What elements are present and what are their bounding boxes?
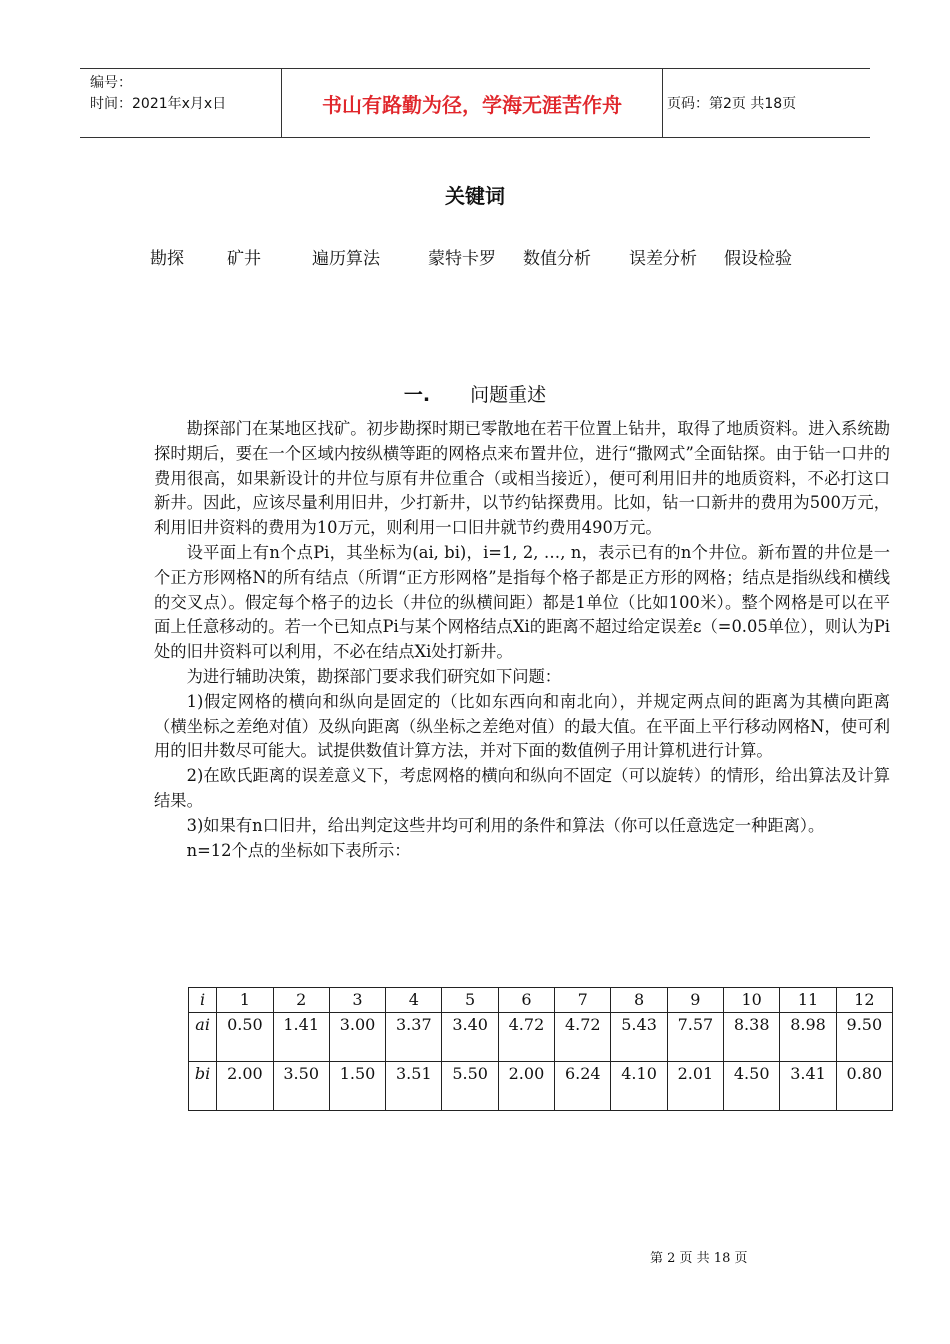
table-cell: 4.72 [498,1013,554,1062]
table-cell: 8.98 [780,1013,836,1062]
table-cell: 4.10 [611,1062,667,1111]
keyword: 遍历算法 [312,249,380,269]
header-meta [80,69,282,137]
page-header [80,68,870,138]
keyword: 矿井 [227,249,261,269]
table-cell: 5 [442,988,498,1013]
motto: 书山有路勤为径，学海无涯苦作舟 [282,69,663,137]
paragraph: 勘探部门在某地区找矿。初步勘探时期已零散地在若干位置上钻井，取得了地质资料。进入系统勘探时期后，要在一个区域内按纵横等距的网格点来布置井位，进行“撒网式”全面钻探。由于钻一口井的费用很高，如果新设计的井位与原有井位重合（或相当接近），便可利用旧井的地质资料，不必打这口新井。因此，应该尽量利用旧井，少打新井，以节约钻探费用。比如，钻一口新井的费用为500万元，利用旧井资料的费用为10万元，则利用一口旧井就节约费用490万元。 [154,419,890,538]
table-cell: 3.50 [273,1062,329,1111]
table-cell: 2.01 [667,1062,723,1111]
paragraph: 2)在欧氏距离的误差意义下，考虑网格的横向和纵向不固定（可以旋转）的情形，给出算法及计算结果。 [154,766,890,810]
keyword: 假设检验 [724,249,792,269]
table-cell: 7.57 [667,1013,723,1062]
table-cell: 3 [329,988,385,1013]
coordinates-table [188,987,893,1111]
row-label: ai [189,1013,217,1062]
table-cell: 9 [667,988,723,1013]
table-cell: 2.00 [498,1062,554,1111]
body-text [154,417,890,863]
number-label: 编号： [90,75,132,91]
table-cell: 5.50 [442,1062,498,1111]
time-label: 时间：2021年x月x日 [90,96,227,112]
table-cell: 12 [836,988,892,1013]
table-cell: 1 [217,988,273,1013]
table-cell: 4.50 [724,1062,780,1111]
table-cell: 6 [498,988,554,1013]
table-cell: 8 [611,988,667,1013]
page-footer: 第 2 页 共 18 页 [650,1251,748,1266]
table-cell: 0.50 [217,1013,273,1062]
section-number: 一. [403,384,431,406]
paragraph: 设平面上有n个点Pi，其坐标为(ai, bi)，i=1, 2, …, n，表示已有的n个井位。新布置的井位是一个正方形网格N的所有结点（所谓“正方形网格”是指每个格子都是正方形的网格；结点是指纵线和横线的交叉点）。假定每个格子的边长（井位的纵横间距）都是1单位（比如100米）。整个网格是可以在平面上任意移动的。若一个已知点Pi与某个网格结点Xi的距离不超过给定误差ε（=0.05单位），则认为Pi处的旧井资料可以利用，不必在结点Xi处打新井。 [154,542,890,662]
table-cell: 11 [780,988,836,1013]
row-label: bi [189,1062,217,1111]
row-label: i [189,988,217,1013]
paragraph: n=12个点的坐标如下表所示： [186,840,411,860]
keyword: 误差分析 [629,249,697,269]
paragraph: 1)假定网格的横向和纵向是固定的（比如东西向和南北向），并规定两点间的距离为其横向距离（横坐标之差绝对值）及纵向距离（纵坐标之差绝对值）的最大值。在平面上平行移动网格N，使可利用的旧井数尽可能大。试提供数值计算方法，并对下面的数值例子用计算机进行计算。 [154,691,890,761]
table-row [189,1062,893,1111]
paragraph: 为进行辅助决策，勘探部门要求我们研究如下问题： [186,666,562,686]
table-cell: 3.37 [386,1013,442,1062]
table-cell: 8.38 [724,1013,780,1062]
section-title [0,380,950,407]
table-cell: 4.72 [555,1013,611,1062]
table-cell: 4 [386,988,442,1013]
page-info: 页码：第2页 共18页 [667,96,797,112]
keyword: 数值分析 [523,249,591,269]
table-cell: 0.80 [836,1062,892,1111]
table-cell: 5.43 [611,1013,667,1062]
keywords-title: 关键词 [445,184,505,208]
keyword: 勘探 [150,249,184,269]
table-cell: 6.24 [555,1062,611,1111]
keyword: 蒙特卡罗 [428,249,496,269]
table-row [189,988,893,1013]
table-cell: 10 [724,988,780,1013]
table-cell: 3.41 [780,1062,836,1111]
table-row [189,1013,893,1062]
table-cell: 7 [555,988,611,1013]
table-cell: 9.50 [836,1013,892,1062]
table-cell: 3.40 [442,1013,498,1062]
table-cell: 2.00 [217,1062,273,1111]
table-cell: 1.50 [329,1062,385,1111]
table-cell: 1.41 [273,1013,329,1062]
paragraph: 3)如果有n口旧井，给出判定这些井均可利用的条件和算法（你可以任意选定一种距离）。 [186,815,825,835]
table-cell: 3.51 [386,1062,442,1111]
section-heading: 问题重述 [470,384,547,406]
table-cell: 3.00 [329,1013,385,1062]
table-cell: 2 [273,988,329,1013]
